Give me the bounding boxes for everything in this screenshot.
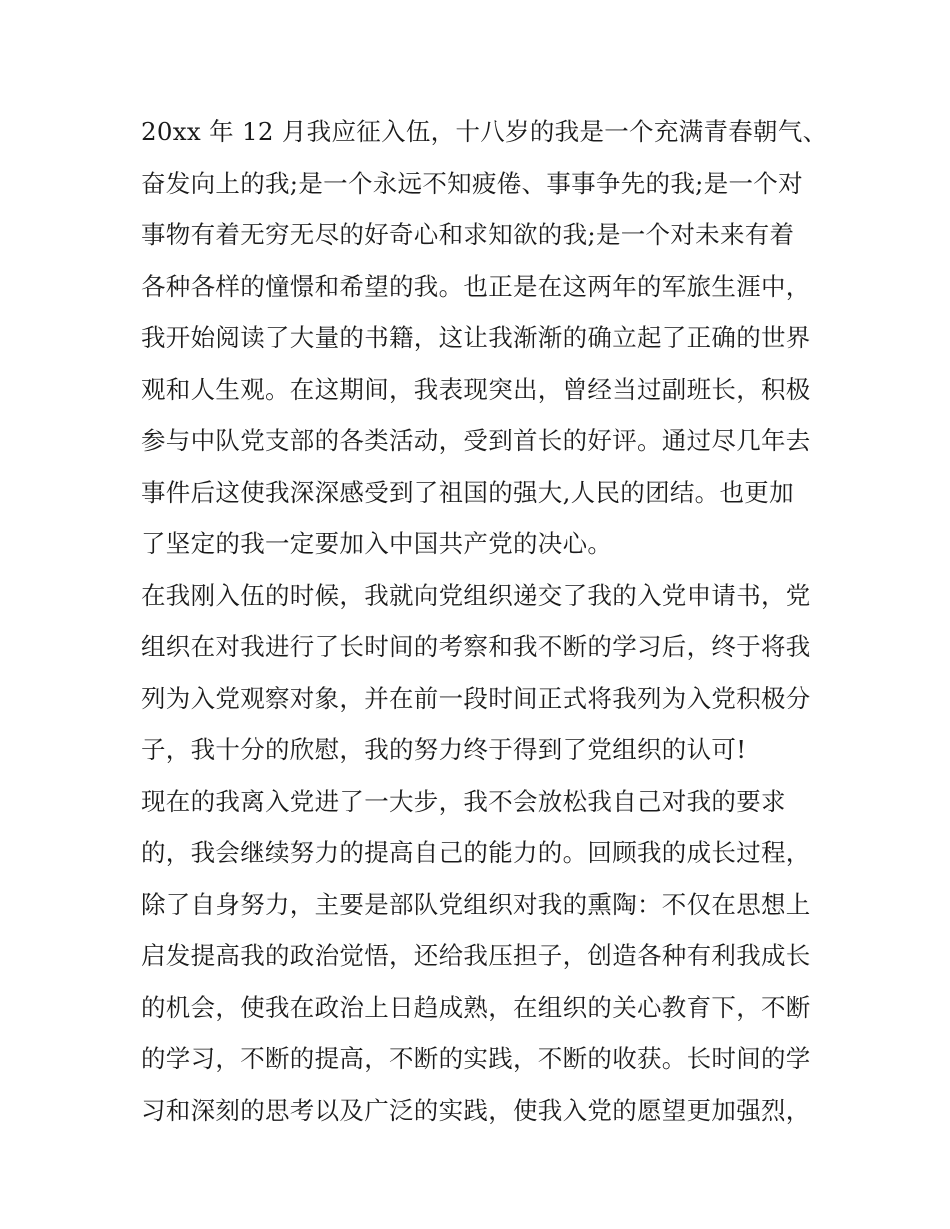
text-line: 观和人生观。在这期间，我表现突出，曾经当过副班长，积极 [141, 374, 811, 404]
text-line: 现在的我离入党进了一大步，我不会放松我自己对我的要求 [141, 786, 786, 816]
text-line: 我开始阅读了大量的书籍，这让我渐渐的确立起了正确的世界 [141, 323, 811, 352]
text-line: 了坚定的我一定要加入中国共产党的决心。 [141, 529, 613, 558]
text-line: 20xx 年 12 月我应征入伍，十八岁的我是一个充满青春朝气、 [141, 117, 828, 146]
text-line: 启发提高我的政治觉悟，还给我压担子，创造各种有利我成长 [141, 941, 811, 970]
text-line: 事物有着无穷无尽的好奇心和求知欲的我;是一个对未来有着 [141, 220, 795, 249]
text-line: 习和深刻的思考以及广泛的实践，使我入党的愿望更加强烈， [141, 1095, 811, 1125]
text-line: 的，我会继续努力的提高自己的能力的。回顾我的成长过程， [141, 838, 811, 867]
text-line: 各种各样的憧憬和希望的我。也正是在这两年的军旅生涯中， [141, 271, 811, 301]
text-line: 参与中队党支部的各类活动，受到首长的好评。通过尽几年去 [141, 426, 811, 455]
text-line: 子，我十分的欣慰，我的努力终于得到了党组织的认可! [141, 735, 747, 764]
text-line: 事件后这使我深深感受到了祖国的强大,人民的团结。也更加 [141, 477, 794, 507]
text-line: 的学习，不断的提高，不断的实践，不断的收获。长时间的学 [141, 1044, 811, 1073]
text-line: 的机会，使我在政治上日趋成熟，在组织的关心教育下，不断 [141, 992, 811, 1022]
text-line: 奋发向上的我;是一个永远不知疲倦、事事争先的我;是一个对 [141, 168, 803, 198]
text-line: 组织在对我进行了长时间的考察和我不断的学习后，终于将我 [141, 632, 811, 661]
text-line: 在我刚入伍的时候，我就向党组织递交了我的入党申请书，党 [141, 580, 811, 610]
body-text [141, 112, 828, 1142]
text-line: 列为入党观察对象，并在前一段时间正式将我列为入党积极分 [141, 683, 811, 713]
text-line: 除了自身努力，主要是部队党组织对我的熏陶：不仅在思想上 [141, 889, 811, 919]
